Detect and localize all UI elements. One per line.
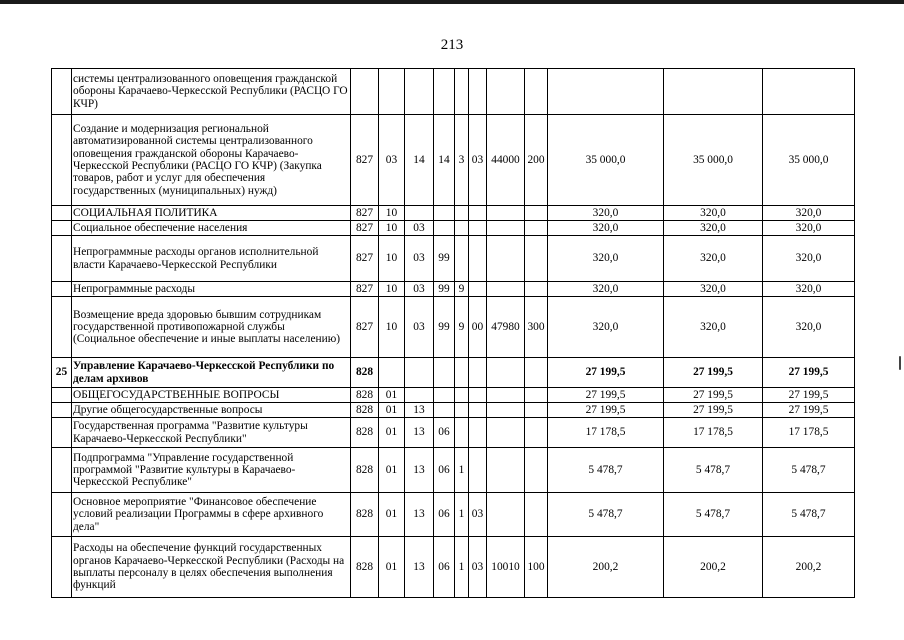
sum-year-3-cell (763, 69, 855, 115)
subsection-code-cell: 14 (405, 115, 434, 206)
event-code-cell (469, 388, 487, 403)
event-code-cell (469, 358, 487, 388)
expense-name-cell: Другие общегосударственные вопросы (72, 403, 351, 418)
program-code-cell (434, 358, 455, 388)
event-code-cell: 03 (469, 493, 487, 537)
section-code-cell: 10 (379, 282, 405, 297)
direction-code-cell (487, 403, 525, 418)
direction-code-cell: 44000 (487, 115, 525, 206)
section-code-cell: 01 (379, 388, 405, 403)
table-row (52, 448, 855, 493)
sum-year-1-cell: 320,0 (548, 206, 664, 221)
ministry-code-cell: 828 (351, 448, 379, 493)
sum-year-1-cell: 27 199,5 (548, 403, 664, 418)
scan-margin-mark (899, 356, 901, 370)
subprogram-code-cell (455, 69, 469, 115)
expense-type-code-cell: 200 (525, 115, 548, 206)
program-code-cell: 06 (434, 448, 455, 493)
sum-year-1-cell: 35 000,0 (548, 115, 664, 206)
expense-name-cell: СОЦИАЛЬНАЯ ПОЛИТИКА (72, 206, 351, 221)
section-code-cell: 01 (379, 403, 405, 418)
section-code-cell (379, 69, 405, 115)
subsection-code-cell: 03 (405, 282, 434, 297)
event-code-cell: 03 (469, 537, 487, 598)
sum-year-2-cell: 5 478,7 (664, 448, 763, 493)
expense-name-cell: Расходы на обеспечение функций государственных органов Карачаево-Черкесской Республики (Расходы на выплаты персоналу в целях обеспечения выполнения функций (72, 537, 351, 598)
section-code-cell (379, 358, 405, 388)
direction-code-cell (487, 236, 525, 282)
ministry-code-cell: 828 (351, 493, 379, 537)
table-row (52, 236, 855, 282)
sum-year-3-cell: 200,2 (763, 537, 855, 598)
table-row (52, 537, 855, 598)
table-row (52, 69, 855, 115)
subsection-code-cell (405, 206, 434, 221)
row-index-cell (52, 388, 72, 403)
table-row (52, 115, 855, 206)
sum-year-3-cell: 27 199,5 (763, 388, 855, 403)
expense-type-code-cell (525, 418, 548, 448)
program-code-cell (434, 69, 455, 115)
sum-year-1-cell: 27 199,5 (548, 358, 664, 388)
sum-year-3-cell: 27 199,5 (763, 403, 855, 418)
expense-type-code-cell: 300 (525, 297, 548, 358)
sum-year-1-cell: 200,2 (548, 537, 664, 598)
row-index-cell (52, 69, 72, 115)
subprogram-code-cell (455, 206, 469, 221)
expense-type-code-cell (525, 448, 548, 493)
program-code-cell: 99 (434, 236, 455, 282)
sum-year-2-cell: 35 000,0 (664, 115, 763, 206)
subprogram-code-cell: 3 (455, 115, 469, 206)
row-index-cell (52, 418, 72, 448)
sum-year-2-cell: 27 199,5 (664, 388, 763, 403)
subsection-code-cell: 13 (405, 418, 434, 448)
direction-code-cell (487, 493, 525, 537)
section-code-cell: 01 (379, 537, 405, 598)
event-code-cell (469, 221, 487, 236)
sum-year-1-cell: 17 178,5 (548, 418, 664, 448)
sum-year-2-cell: 17 178,5 (664, 418, 763, 448)
row-index-cell (52, 493, 72, 537)
expense-type-code-cell (525, 403, 548, 418)
expense-type-code-cell (525, 493, 548, 537)
page-number: 213 (440, 37, 464, 53)
row-index-cell (52, 236, 72, 282)
expense-type-code-cell (525, 388, 548, 403)
direction-code-cell (487, 69, 525, 115)
subsection-code-cell: 13 (405, 448, 434, 493)
subsection-code-cell: 03 (405, 221, 434, 236)
section-code-cell: 01 (379, 448, 405, 493)
sum-year-3-cell: 35 000,0 (763, 115, 855, 206)
direction-code-cell (487, 388, 525, 403)
table-row (52, 388, 855, 403)
direction-code-cell: 10010 (487, 537, 525, 598)
section-code-cell: 01 (379, 493, 405, 537)
subsection-code-cell: 13 (405, 403, 434, 418)
expense-name-cell: Управление Карачаево-Черкесской Республики по делам архивов (72, 358, 351, 388)
table-row (52, 297, 855, 358)
program-code-cell (434, 221, 455, 236)
sum-year-1-cell: 5 478,7 (548, 448, 664, 493)
direction-code-cell (487, 206, 525, 221)
direction-code-cell (487, 418, 525, 448)
sum-year-1-cell: 320,0 (548, 297, 664, 358)
sum-year-3-cell: 320,0 (763, 297, 855, 358)
sum-year-3-cell: 27 199,5 (763, 358, 855, 388)
program-code-cell: 99 (434, 282, 455, 297)
row-index-cell (52, 403, 72, 418)
program-code-cell (434, 403, 455, 418)
event-code-cell (469, 448, 487, 493)
sum-year-2-cell: 27 199,5 (664, 403, 763, 418)
subprogram-code-cell: 9 (455, 282, 469, 297)
row-index-cell: 25 (52, 358, 72, 388)
section-code-cell: 10 (379, 236, 405, 282)
direction-code-cell (487, 358, 525, 388)
ministry-code-cell: 828 (351, 358, 379, 388)
expense-type-code-cell (525, 69, 548, 115)
sum-year-1-cell (548, 69, 664, 115)
expense-name-cell: Основное мероприятие "Финансовое обеспечение условий реализации Программы в сфере архивного дела" (72, 493, 351, 537)
sum-year-3-cell: 320,0 (763, 236, 855, 282)
row-index-cell (52, 206, 72, 221)
subprogram-code-cell (455, 403, 469, 418)
expense-type-code-cell (525, 206, 548, 221)
event-code-cell: 00 (469, 297, 487, 358)
program-code-cell: 14 (434, 115, 455, 206)
row-index-cell (52, 221, 72, 236)
table-row (52, 358, 855, 388)
sum-year-2-cell: 320,0 (664, 206, 763, 221)
direction-code-cell: 47980 (487, 297, 525, 358)
table-row (52, 282, 855, 297)
row-index-cell (52, 115, 72, 206)
subprogram-code-cell: 9 (455, 297, 469, 358)
event-code-cell (469, 282, 487, 297)
section-code-cell: 10 (379, 221, 405, 236)
subsection-code-cell (405, 69, 434, 115)
ministry-code-cell: 828 (351, 418, 379, 448)
event-code-cell (469, 69, 487, 115)
expense-name-cell: Непрограммные расходы (72, 282, 351, 297)
expense-name-cell: Социальное обеспечение населения (72, 221, 351, 236)
ministry-code-cell: 828 (351, 537, 379, 598)
sum-year-2-cell: 5 478,7 (664, 493, 763, 537)
sum-year-2-cell: 320,0 (664, 282, 763, 297)
section-code-cell: 03 (379, 115, 405, 206)
expense-name-cell: Подпрограмма "Управление государственной программой "Развитие культуры в Карачаево-Черкесской Республике" (72, 448, 351, 493)
program-code-cell: 06 (434, 537, 455, 598)
ministry-code-cell: 827 (351, 282, 379, 297)
subprogram-code-cell: 1 (455, 448, 469, 493)
section-code-cell: 10 (379, 206, 405, 221)
ministry-code-cell: 827 (351, 236, 379, 282)
expense-name-cell: Возмещение вреда здоровью бывшим сотрудникам государственной противопожарной службы (Социальное обеспечение и иные выплаты населению) (72, 297, 351, 358)
table-row (52, 206, 855, 221)
sum-year-1-cell: 320,0 (548, 282, 664, 297)
sum-year-1-cell: 27 199,5 (548, 388, 664, 403)
sum-year-2-cell (664, 69, 763, 115)
expense-type-code-cell (525, 358, 548, 388)
ministry-code-cell: 827 (351, 297, 379, 358)
direction-code-cell (487, 448, 525, 493)
subsection-code-cell: 13 (405, 493, 434, 537)
sum-year-1-cell: 320,0 (548, 236, 664, 282)
expense-type-code-cell (525, 236, 548, 282)
subsection-code-cell: 03 (405, 297, 434, 358)
ministry-code-cell (351, 69, 379, 115)
sum-year-3-cell: 5 478,7 (763, 448, 855, 493)
direction-code-cell (487, 282, 525, 297)
subprogram-code-cell (455, 418, 469, 448)
program-code-cell: 06 (434, 418, 455, 448)
ministry-code-cell: 828 (351, 403, 379, 418)
section-code-cell: 01 (379, 418, 405, 448)
subprogram-code-cell: 1 (455, 493, 469, 537)
sum-year-1-cell: 5 478,7 (548, 493, 664, 537)
ministry-code-cell: 827 (351, 221, 379, 236)
program-code-cell (434, 388, 455, 403)
program-code-cell (434, 206, 455, 221)
sum-year-3-cell: 17 178,5 (763, 418, 855, 448)
subprogram-code-cell (455, 221, 469, 236)
subsection-code-cell (405, 358, 434, 388)
sum-year-2-cell: 320,0 (664, 221, 763, 236)
expense-name-cell: Создание и модернизация региональной автоматизированной системы централизованного оповещения гражданской обороны Карачаево-Черкесской Республики (РАСЦО ГО КЧР) (Закупка товаров, работ и услуг для обеспечения государственных (муниципальных) нужд) (72, 115, 351, 206)
subsection-code-cell: 03 (405, 236, 434, 282)
expense-name-cell: Непрограммные расходы органов исполнительной власти Карачаево-Черкесской Республики (72, 236, 351, 282)
expense-type-code-cell (525, 282, 548, 297)
ministry-code-cell: 827 (351, 206, 379, 221)
row-index-cell (52, 448, 72, 493)
event-code-cell (469, 236, 487, 282)
expense-name-cell: ОБЩЕГОСУДАРСТВЕННЫЕ ВОПРОСЫ (72, 388, 351, 403)
event-code-cell (469, 403, 487, 418)
sum-year-3-cell: 320,0 (763, 221, 855, 236)
subsection-code-cell: 13 (405, 537, 434, 598)
ministry-code-cell: 827 (351, 115, 379, 206)
sum-year-3-cell: 320,0 (763, 206, 855, 221)
budget-table (51, 68, 855, 598)
subsection-code-cell (405, 388, 434, 403)
expense-name-cell: системы централизованного оповещения гражданской обороны Карачаево-Черкесской Республики (РАСЦО ГО КЧР) (72, 69, 351, 115)
sum-year-2-cell: 200,2 (664, 537, 763, 598)
row-index-cell (52, 282, 72, 297)
sum-year-2-cell: 27 199,5 (664, 358, 763, 388)
section-code-cell: 10 (379, 297, 405, 358)
table-row (52, 493, 855, 537)
sum-year-2-cell: 320,0 (664, 236, 763, 282)
event-code-cell (469, 418, 487, 448)
expense-type-code-cell (525, 221, 548, 236)
program-code-cell: 99 (434, 297, 455, 358)
sum-year-2-cell: 320,0 (664, 297, 763, 358)
subprogram-code-cell (455, 236, 469, 282)
direction-code-cell (487, 221, 525, 236)
expense-type-code-cell: 100 (525, 537, 548, 598)
sum-year-3-cell: 5 478,7 (763, 493, 855, 537)
row-index-cell (52, 537, 72, 598)
sum-year-3-cell: 320,0 (763, 282, 855, 297)
table-row (52, 221, 855, 236)
page-top-edge (0, 0, 904, 4)
table-row (52, 403, 855, 418)
subprogram-code-cell (455, 388, 469, 403)
event-code-cell: 03 (469, 115, 487, 206)
event-code-cell (469, 206, 487, 221)
subprogram-code-cell (455, 358, 469, 388)
expense-name-cell: Государственная программа "Развитие культуры Карачаево-Черкесской Республики" (72, 418, 351, 448)
subprogram-code-cell: 1 (455, 537, 469, 598)
program-code-cell: 06 (434, 493, 455, 537)
row-index-cell (52, 297, 72, 358)
budget-table-body (52, 69, 855, 598)
ministry-code-cell: 828 (351, 388, 379, 403)
sum-year-1-cell: 320,0 (548, 221, 664, 236)
table-row (52, 418, 855, 448)
